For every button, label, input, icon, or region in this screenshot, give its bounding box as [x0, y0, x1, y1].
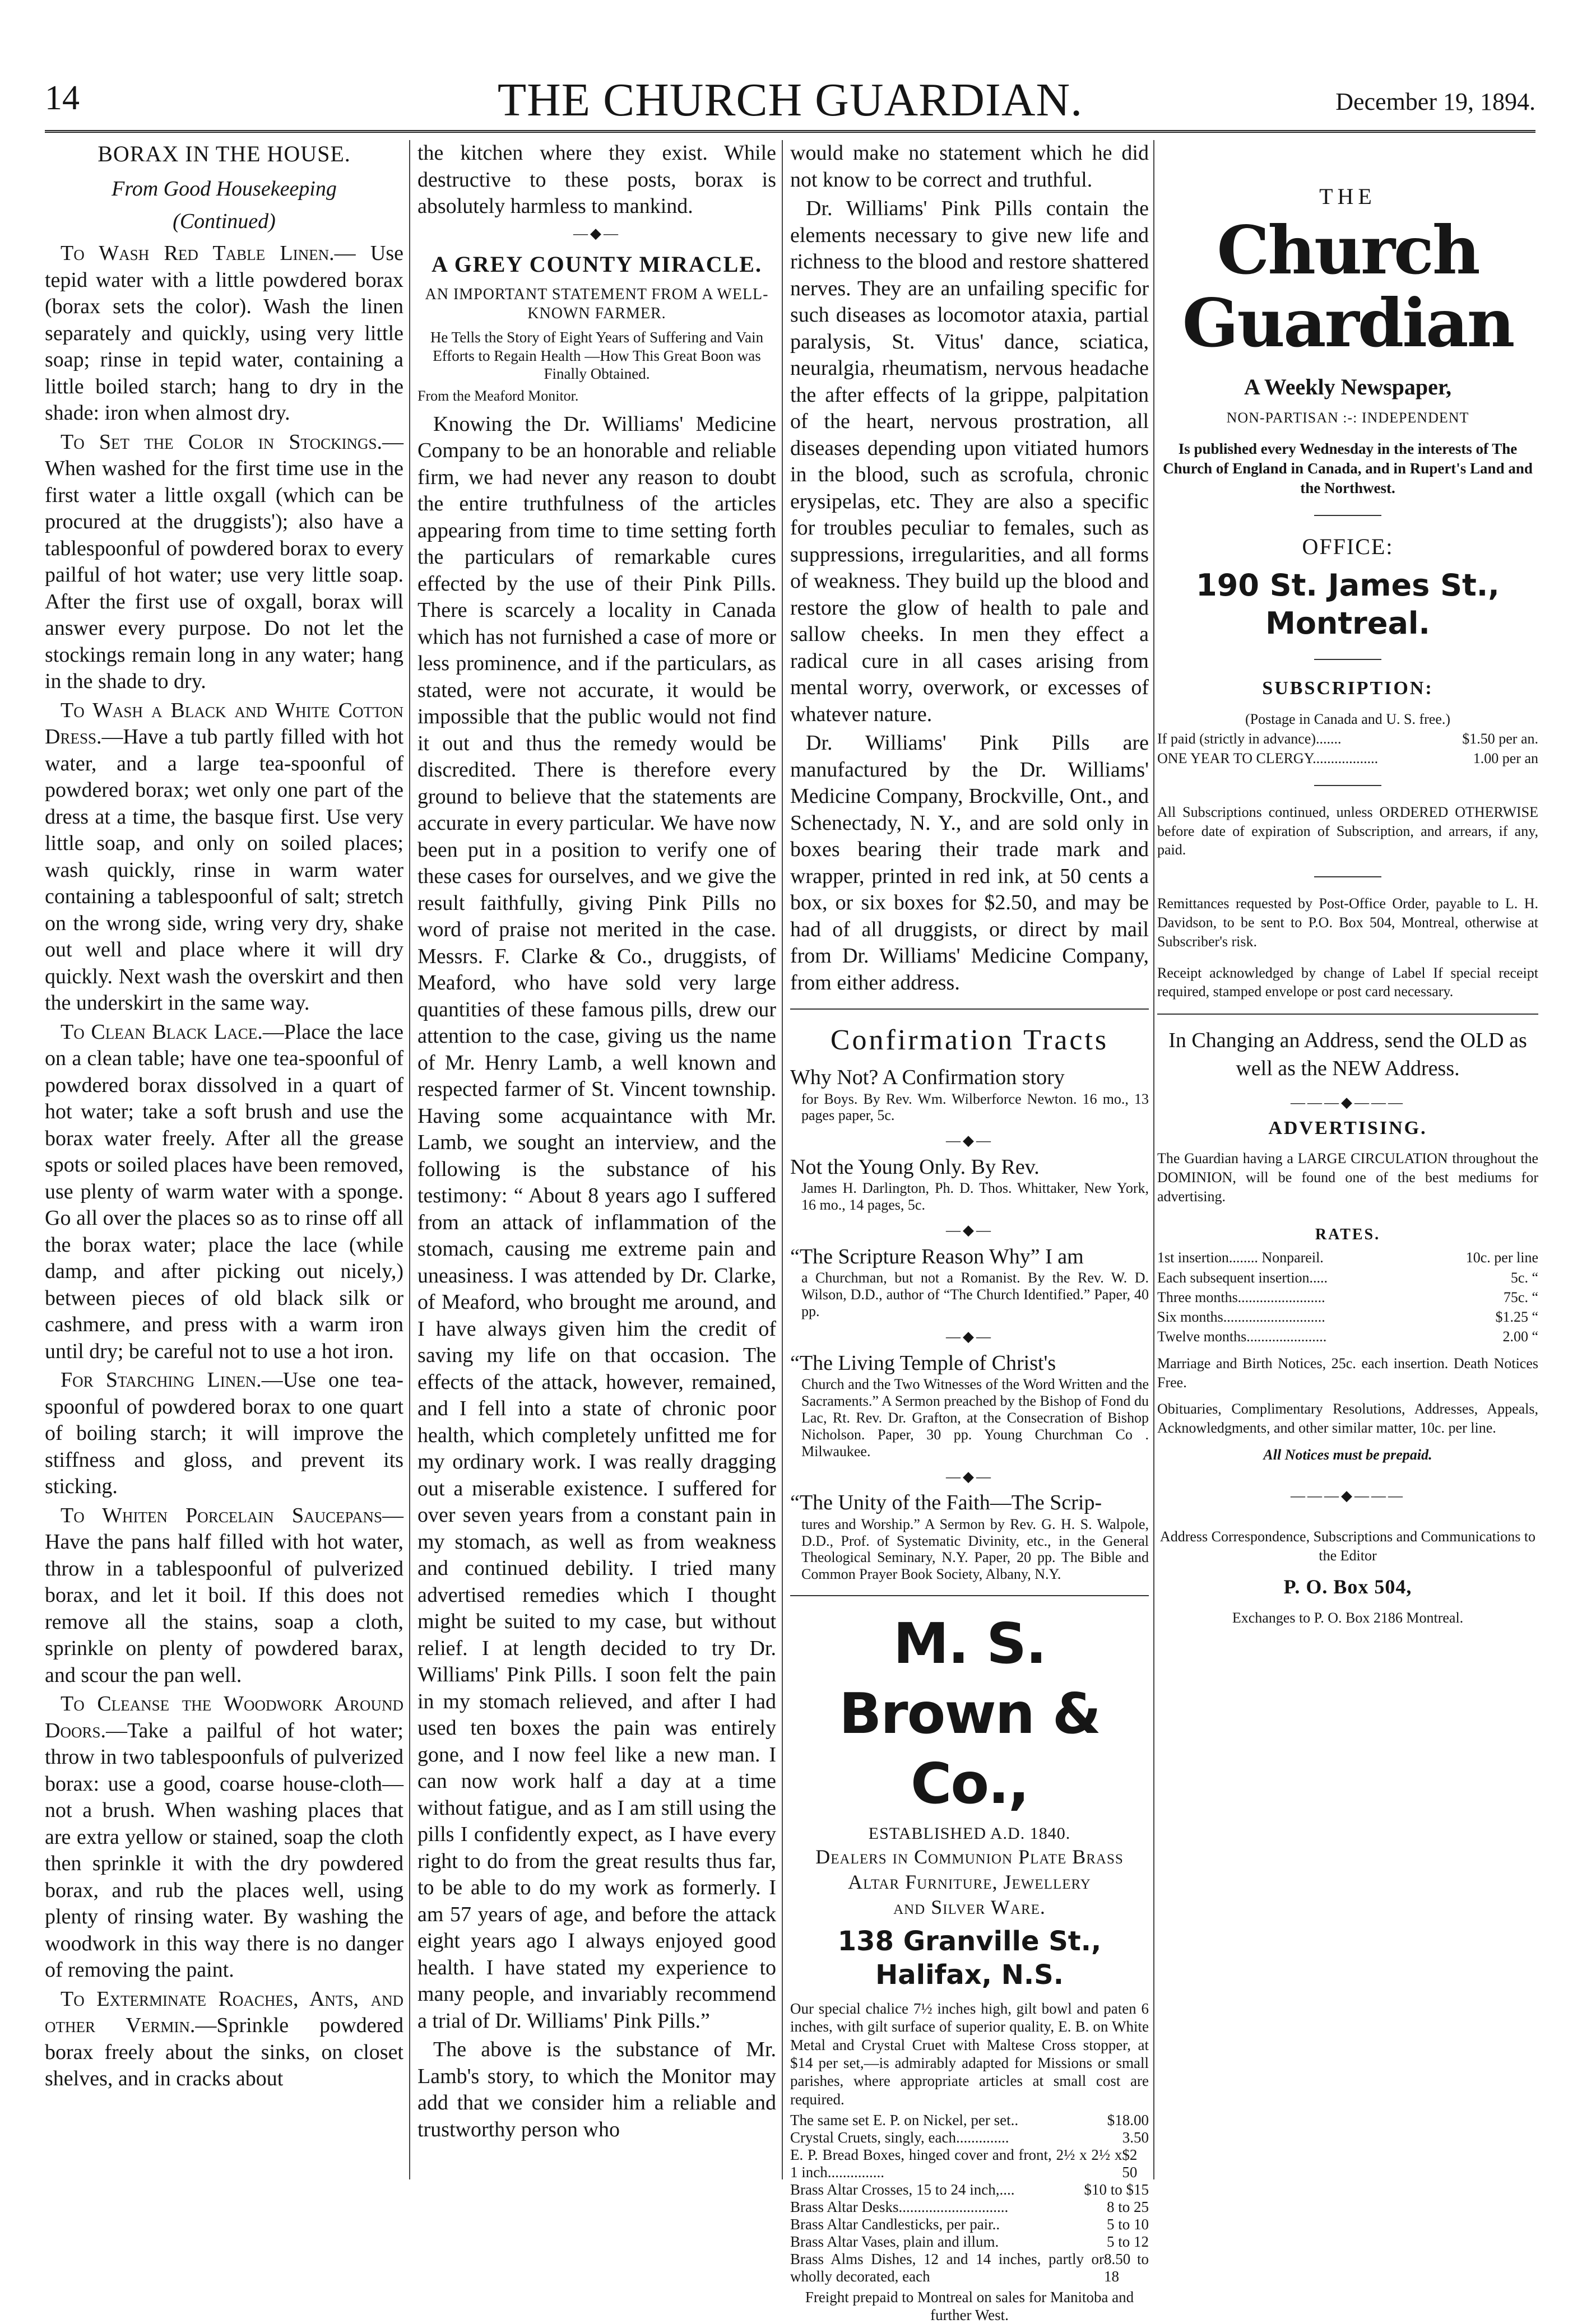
rate-row-price: 5c. “ — [1510, 1269, 1538, 1286]
divider: —◆— — [946, 1328, 993, 1345]
address-change-notice: In Changing an Address, send the OLD as well as the NEW Address. — [1168, 1029, 1527, 1080]
article-deck: He Tells the Story of Eight Years of Suffering and Vain Efforts to Regain Health —How This Great Boon was Finally Obtained. — [430, 329, 764, 382]
tract-item — [790, 1351, 1149, 1460]
price-row-price: 3.50 — [1122, 2129, 1149, 2146]
price-row-item: The same set E. P. on Nickel, per set.. — [790, 2112, 1019, 2129]
tract-description: a Churchman, but not a Romanist. By the Rev. W. D. Wilson, D.D., author of “The Church Identified.” Paper, 40 pp. — [801, 1270, 1149, 1320]
advertising-heading: ADVERTISING. — [1268, 1117, 1427, 1138]
continued-label: (Continued) — [173, 209, 276, 233]
divider — [1314, 785, 1381, 786]
paragraph: To Exterminate Roaches, Ants, and other Vermin.—Sprinkle powdered borax freely about the sinks, on closet shelves, and in cracks about — [45, 1987, 403, 2090]
rate-row — [1157, 1288, 1538, 1307]
subscription-row-price: 1.00 per an — [1473, 750, 1538, 766]
price-list — [790, 2112, 1149, 2285]
divider: ———◆——— — [1291, 1487, 1405, 1504]
price-row — [790, 2112, 1149, 2129]
obituaries-note: Obituaries, Complimentary Resolutions, Addresses, Appeals, Acknowledgments, and other similar matter, 10c. per line. — [1157, 1401, 1538, 1437]
prepaid-note: All Notices must be prepaid. — [1263, 1447, 1432, 1463]
office-address: 190 St. James St., Montreal. — [1196, 568, 1500, 641]
rate-row — [1157, 1307, 1538, 1327]
article-source: From Good Housekeeping — [112, 177, 337, 201]
tract-description: James H. Darlington, Ph. D. Thos. Whittaker, New York, 16 mo., 14 pages, 5c. — [801, 1180, 1149, 1214]
price-row-price: $10 to $15 — [1084, 2181, 1149, 2198]
divider: —◆— — [946, 1132, 993, 1149]
tract-title: Not the Young Only. By Rev. — [790, 1155, 1040, 1179]
price-row-item: Brass Alms Dishes, 12 and 14 inches, partly or wholly decorated, each — [790, 2251, 1105, 2285]
paragraph: To Wash Red Table Linen.— Use tepid water with a little powdered borax (borax sets the color). Wash the linen separately and quickly, using very little soap; rinse in tepid water, containing a little boiled starch; hang to dry in the shade: iron when almost dry. — [45, 241, 404, 425]
issue-date: December 19, 1894. — [1335, 88, 1535, 115]
paragraph: To Set the Color in Stockings.—When washed for the first time use in the first water a little oxgall (which can be procured at the druggists'); also have a tablespoonful of powdered borax to every pailful of hot water; use very little soap. After the first use of oxgall, borax will answer every purpose. Do not let the stockings remain long in any water; hang in the shade to dry. — [45, 430, 403, 693]
tract-title: “The Unity of the Faith—The Scrip- — [790, 1491, 1102, 1515]
paragraph: To Wash a Black and White Cotton Dress.—Have a tub partly filled with hot water, and a large tea-spoonful of powdered borax; wet only one part of the dress at a time, the basque first. Use very little soap, and only on soiled places; wash quickly, rinse in warm water containing a tablespoonful of salt; stretch on the wrong side, wring very dry, shake out well and place where it will dry quickly. Next wash the overskirt and then the underskirt in the same way. — [45, 698, 403, 1015]
column-ads — [790, 140, 1149, 2323]
established-line: ESTABLISHED A.D. 1840. — [868, 1824, 1071, 1843]
tract-item — [790, 1155, 1149, 1214]
po-box: P. O. Box 504, — [1283, 1575, 1412, 1598]
tract-item — [790, 1244, 1149, 1320]
divider — [1157, 1014, 1538, 1015]
divider: —◆— — [946, 1468, 993, 1485]
price-row-item: Crystal Cruets, singly, each.............. — [790, 2129, 1009, 2146]
article-subtitle: AN IMPORTANT STATEMENT FROM A WELL-KNOWN FARMER. — [425, 286, 769, 322]
tract-description: tures and Worship.” A Sermon by Rev. G. H. S. Walpole, D.D., Prof. of Systematic Divinity, etc., in the General Theological Seminary, N.Y. Paper, 20 pp. The Bible and Common Prayer Book Society, Albany, N.Y. — [801, 1516, 1149, 1583]
paper-title: Church Guardian — [1182, 211, 1514, 362]
price-row-price: 5 to 10 — [1106, 2216, 1149, 2233]
paper-description: Is published every Wednesday in the interests of The Church of England in Canada, and in Rupert's Land and the Northwest. — [1163, 440, 1533, 497]
price-row-price: 8.50 to 18 — [1104, 2251, 1149, 2285]
rate-row-label: 1st insertion........ Nonpareil. — [1157, 1249, 1324, 1266]
paragraph: the kitchen where they exist. While destructive to these posts, borax is absolutely harmless to mankind. — [417, 141, 776, 218]
paper-the: THE — [1319, 184, 1376, 209]
rate-row-label: Three months........................ — [1157, 1289, 1325, 1305]
tract-title: Why Not? A Confirmation story — [790, 1066, 1065, 1089]
paragraph: To Clean Black Lace.—Place the lace on a clean table; have one tea-spoonful of powdered borax dissolved in a quart of hot water; take a soft brush and use the borax water freely. After all the grease spots or soiled places have been removed, use plenty of warm water with a sponge. Go all over the places so as to rinse off all the borax water; place the lace (while damp, and after picking out nicely,) between pieces of old black silk or cashmere, and press with a warm iron until dry; be careful not to use a hot iron. — [45, 1020, 403, 1363]
ad-freight: Freight prepaid to Montreal on sales for Manitoba and further West. — [805, 2288, 1134, 2323]
paragraph: Dr. Williams' Pink Pills contain the elements necessary to give new life and richness to the blood and restore shattered nerves. They are an unfailing specific for such diseases as locomotor ataxia, partial paralysis, St. Vitus' dance, sciatica, neuralgia, rheumatism, nervous headache the after effects of la grippe, palpitation of the heart, nervous prostration, all diseases depending upon vitiated humors in the blood, such as scrofula, chronic erysipelas, etc. They are also a specific for troubles peculiar to females, such as suppressions, irregularities, and all forms of weakness. They build up the blood and restore the glow of health to pale and sallow cheeks. In men they effect a radical cure in all cases arising from mental worry, overwork, or excesses of whatever nature. — [790, 197, 1149, 726]
price-row — [790, 2146, 1149, 2181]
tract-title: “The Scripture Reason Why” I am — [790, 1244, 1084, 1268]
tract-item — [790, 1490, 1149, 1583]
rate-row — [1157, 1248, 1538, 1267]
ad-line: Altar Furniture, Jewellery — [848, 1870, 1091, 1893]
tract-title: “The Living Temple of Christ's — [790, 1351, 1056, 1375]
subscription-row-label: If paid (strictly in advance)....... — [1157, 730, 1342, 747]
paragraph: Knowing the Dr. Williams' Medicine Company to be an honorable and reliable firm, we had never any reason to doubt the entire truthfulness of the articles appearing from time to time setting forth the particulars of remarkable cures effected by the use of their Pink Pills. There is scarcely a locality in Canada which has not furnished a case of more or less prominence, and if the particulars, as stated, were not accurate, it would be impossible that the public would not find it out and thus the remedy would be discredited. There is therefore every ground to believe that the statements are accurate in every particular. We have now been put in a position to verify one of these cases for ourselves, and we give the result faithfully, giving Pink Pills no word of praise not merited in the case. Messrs. F. Clarke & Co., druggists, of Meaford, who have sold very large quantities of these famous pills, drew our attention to the case, giving us the name of Mr. Henry Lamb, a well known and respected farmer of St. Vincent township. Having some acquaintance with Mr. Lamb, we sought an interview, and the following is the substance of his testimony: “ About 8 years ago I suffered from an attack of inflammation of the stomach, causing me extreme pain and uneasiness. I was attended by Dr. Clarke, of Meaford, who brought me around, and I have always given him the credit of saving my life on that occasion. The effects of the attack, however, remained, and I fell into a state of chronic poor health, which completely unfitted me for my ordinary work. I was really dragging out a miserable existence. I suffered for over seven years from a constant pain in my stomach, as well as from weakness and continued debility. I tried many advertised remedies which I thought might be suited to my case, but without relief. I at length decided to try Dr. Williams' Pink Pills. I soon felt the pain in my stomach relieved, and after I had used ten boxes the pain was entirely gone, and I now feel like a new man. I can now work half a day at a time without fatigue, and as I am still using the pills I confidently expect, as I have every right to do from the great results thus far, to be able to do my work as formerly. I am 57 years of age, and before the attack eight years ago I always enjoyed good health. I have stated my experience to many people, and invariably recommend a trial of Dr. Williams' Pink Pills.” — [417, 412, 776, 2033]
tract-item — [790, 1065, 1149, 1124]
office-label: OFFICE: — [1302, 534, 1394, 560]
tracts-heading: Confirmation Tracts — [830, 1024, 1109, 1056]
column-rule — [782, 140, 783, 2179]
advertising-text: The Guardian having a LARGE CIRCULATION throughout the DOMINION, will be found one of the best mediums for advertising. — [1157, 1150, 1538, 1205]
paragraph: The above is the substance of Mr. Lamb's story, to which the Monitor may add that we consider him a reliable and trustworthy person who — [417, 2038, 776, 2141]
advertiser-name: M. S. Brown & Co., — [839, 1611, 1100, 1817]
subscription-note: All Subscriptions continued, unless ORDERED OTHERWISE before date of expiration of Subscription, and arrears, if any, paid. — [1157, 803, 1538, 858]
receipt-note: Receipt acknowledged by change of Label If special receipt required, stamped envelope or post card necessary. — [1157, 964, 1538, 1000]
price-row — [790, 2181, 1149, 2198]
price-row-item: Brass Altar Candlesticks, per pair.. — [790, 2216, 1000, 2233]
paragraph: To Whiten Porcelain Saucepans—Have the pans half filled with hot water, throw in a tablespoonful of pulverized borax, and let it boil. If this does not remove all the stains, soap a cloth, sprinkle on plenty of powdered barax, and scour the pan well. — [45, 1503, 403, 1687]
rate-row-label: Six months............................ — [1157, 1308, 1325, 1325]
article-source: From the Meaford Monitor. — [417, 388, 579, 405]
rate-row-label: Twelve months...................... — [1157, 1328, 1327, 1345]
tract-description: for Boys. By Rev. Wm. Wilberforce Newton. 16 mo., 13 pages paper, 5c. — [801, 1090, 1149, 1124]
advertiser-address: 138 Granville St., Halifax, N.S. — [837, 1925, 1102, 1991]
rate-row-price: 2.00 “ — [1502, 1328, 1538, 1345]
column-rule — [1153, 140, 1154, 2179]
rate-row-price: 10c. per line — [1465, 1249, 1538, 1266]
paragraph: For Starching Linen.—Use one tea-spoonful of powdered borax to one quart of boiling starch; it will improve the stiffness and gloss, and prevent its sticking. — [45, 1368, 403, 1498]
article-title: A GREY COUNTY MIRACLE. — [432, 252, 762, 277]
header-rule — [45, 130, 1535, 133]
article-title: BORAX IN THE HOUSE. — [98, 141, 351, 166]
divider: —◆— — [573, 225, 620, 241]
price-row-item: E. P. Bread Boxes, hinged cover and front, 2½ x 2½ x 1 inch............... — [790, 2146, 1122, 2181]
marriage-note: Marriage and Birth Notices, 25c. each insertion. Death Notices Free. — [1157, 1355, 1538, 1391]
subscription-heading: SUBSCRIPTION: — [1262, 678, 1433, 699]
price-row — [790, 2129, 1149, 2146]
column-guardian-info — [1157, 140, 1538, 2179]
price-row — [790, 2251, 1149, 2285]
rates-heading: RATES. — [1315, 1226, 1381, 1244]
price-row-item: Brass Altar Crosses, 15 to 24 inch,.... — [790, 2181, 1015, 2198]
paper-nonpartisan: NON-PARTISAN :-: INDEPENDENT — [1226, 409, 1469, 426]
column-borax — [45, 140, 403, 2179]
price-row-item: Brass Altar Vases, plain and illum. — [790, 2233, 999, 2251]
price-row-price: 5 to 12 — [1106, 2233, 1149, 2251]
rates-table — [1157, 1248, 1538, 1346]
divider — [790, 1008, 1149, 1010]
column-rule — [409, 140, 410, 2179]
correspondence-note: Address Correspondence, Subscriptions and Communications to the Editor — [1159, 1528, 1536, 1564]
page-number: 14 — [45, 79, 80, 117]
price-row-price: $2 50 — [1122, 2146, 1138, 2181]
price-row — [790, 2216, 1149, 2233]
postage-note: (Postage in Canada and U. S. free.) — [1245, 710, 1451, 727]
ad-line: and Silver Ware. — [893, 1895, 1046, 1918]
price-row — [790, 2198, 1149, 2216]
price-row-price: 8 to 25 — [1106, 2198, 1149, 2216]
tract-description: Church and the Two Witnesses of the Word Written and the Sacraments.” A Sermon preached by the Bishop of Fond du Lac, Rt. Rev. Dr. Grafton, at the Consecration of Bishop Nicholson. Paper, 30 pp. Young Churchman Co . Milwaukee. — [801, 1376, 1149, 1460]
paragraph: To Cleanse the Woodwork Around Doors.—Take a pailful of hot water; throw in two tablespoonfuls of pulverized borax: use a good, coarse house-cloth—not a brush. When washing places that are extra yellow or stained, soap the cloth then sprinkle it with the dry powdered borax, and rub the places well, using plenty of rinsing water. By washing the woodwork in this way there is no danger of removing the paint. — [45, 1692, 403, 1982]
price-row-price: $18.00 — [1107, 2112, 1149, 2129]
rate-row — [1157, 1268, 1538, 1288]
subscription-row-label: ONE YEAR TO CLERGY.................. — [1157, 750, 1379, 766]
divider: ———◆——— — [1291, 1094, 1405, 1111]
subscription-row — [1157, 729, 1538, 749]
exchanges-note: Exchanges to P. O. Box 2186 Montreal. — [1232, 1609, 1464, 1626]
column-miracle — [417, 140, 776, 2179]
masthead: THE CHURCH GUARDIAN. — [497, 74, 1083, 126]
subscription-rates — [1157, 729, 1538, 768]
tracts-list — [790, 1065, 1149, 1583]
rate-row — [1157, 1327, 1538, 1346]
divider: —◆— — [946, 1222, 993, 1239]
divider — [1314, 515, 1381, 516]
rate-row-price: $1.25 “ — [1495, 1308, 1538, 1325]
paper-subtitle: A Weekly Newspaper, — [1244, 374, 1452, 399]
ad-line: Dealers in Communion Plate Brass — [815, 1845, 1124, 1868]
paragraph: would make no statement which he did not know to be correct and truthful. — [790, 141, 1149, 192]
subscription-row-price: $1.50 per an. — [1462, 730, 1538, 747]
price-row-item: Brass Altar Desks............................. — [790, 2198, 1009, 2216]
price-row — [790, 2233, 1149, 2251]
rate-row-label: Each subsequent insertion..... — [1157, 1269, 1328, 1286]
divider — [1314, 659, 1381, 660]
paragraph: Dr. Williams' Pink Pills are manufactured by the Dr. Williams' Medicine Company, Brockville, Ont., and Schenectady, N. Y., and are sold only in boxes bearing their trade mark and wrapper, printed in red ink, at 50 cents a box, or six boxes for $2.50, and may be had of all druggists, or direct by mail from Dr. Williams' Medicine Company, from either address. — [790, 731, 1149, 994]
rate-row-price: 75c. “ — [1503, 1289, 1538, 1305]
divider — [1314, 876, 1381, 877]
divider — [790, 1595, 1149, 1596]
subscription-row — [1157, 749, 1538, 768]
ad-special: Our special chalice 7½ inches high, gilt bowl and paten 6 inches, with gilt surface of superior quality, E. B. on White Metal and Crystal Cruet with Maltese Cross stopper, at $14 per set,—is admirably adapted for Missions or small parishes, where appropriate articles at small cost are required. — [790, 2000, 1149, 2108]
remittances-note: Remittances requested by Post-Office Order, payable to L. H. Davidson, to be sent to P.O. Box 504, Montreal, otherwise at Subscriber's risk. — [1157, 895, 1538, 950]
